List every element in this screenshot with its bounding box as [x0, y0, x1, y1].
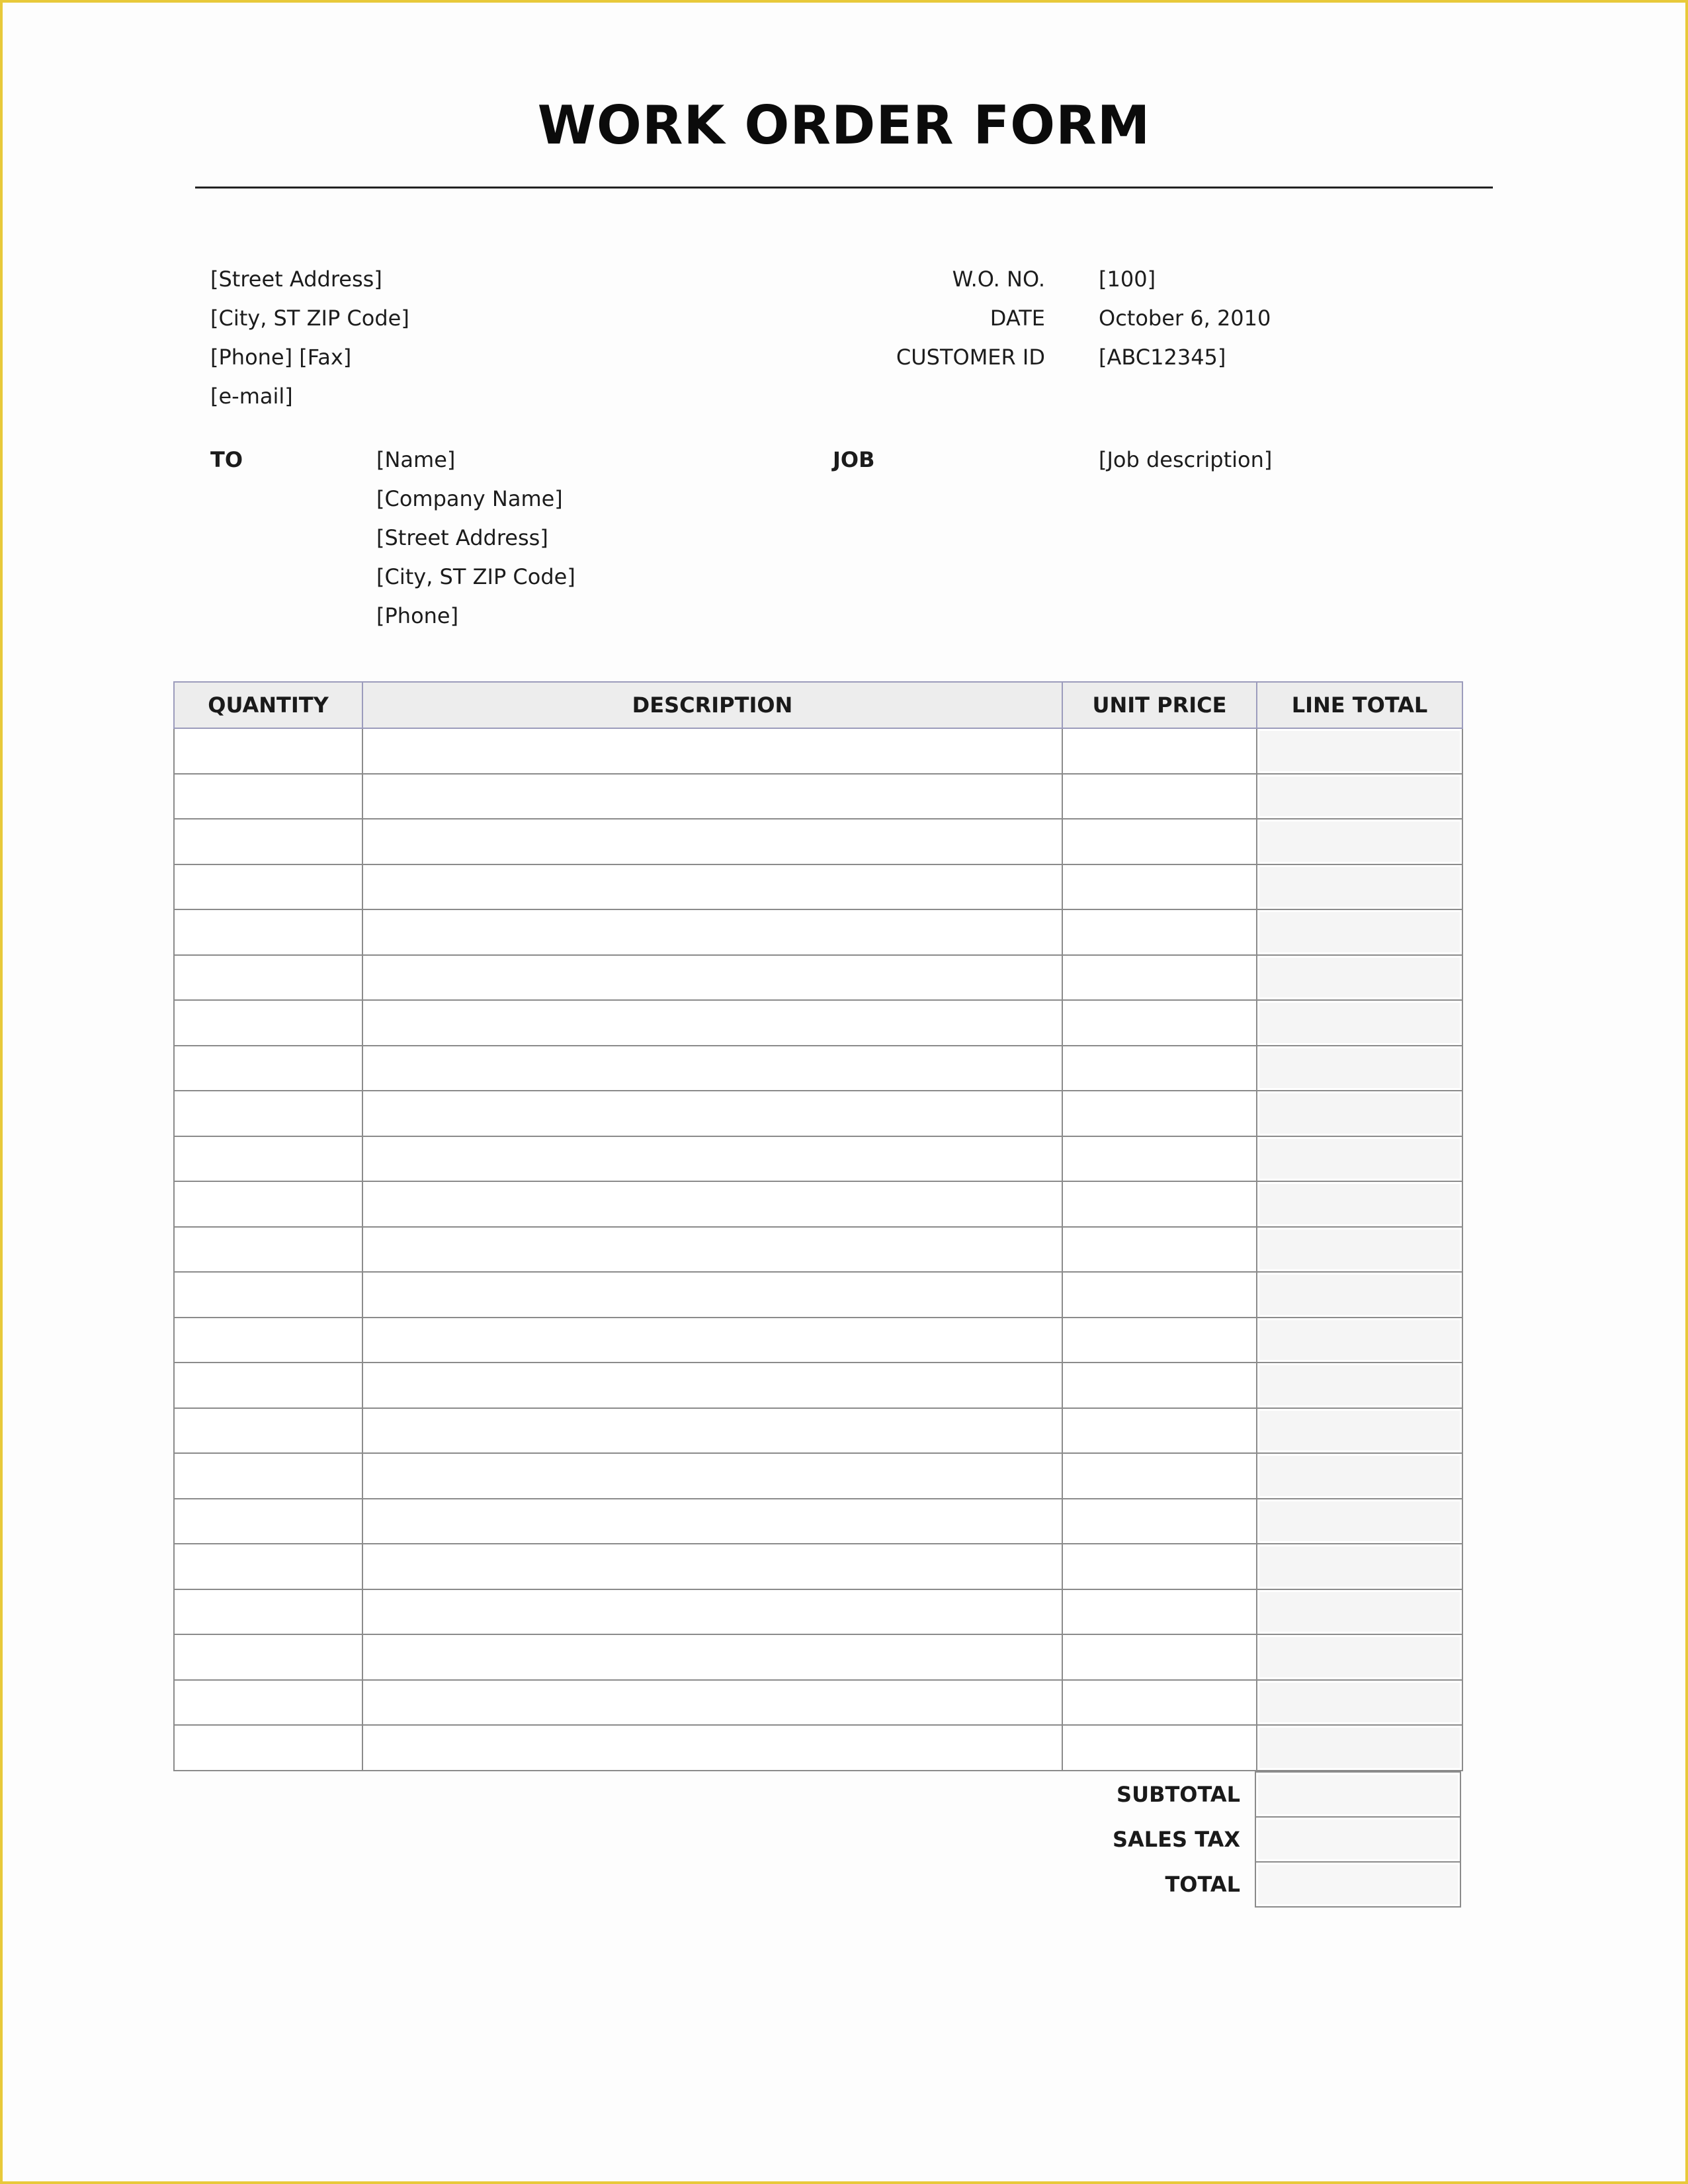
unit-price-cell[interactable]	[1062, 1634, 1257, 1680]
description-cell[interactable]	[362, 909, 1062, 955]
quantity-cell[interactable]	[174, 1227, 362, 1273]
description-cell[interactable]	[362, 1318, 1062, 1363]
description-cell[interactable]	[362, 1227, 1062, 1273]
to-street-field[interactable]: [Street Address]	[376, 525, 548, 550]
date-field[interactable]: October 6, 2010	[1099, 306, 1271, 331]
total-row	[1087, 1862, 1460, 1907]
quantity-cell[interactable]	[174, 909, 362, 955]
unit-price-cell[interactable]	[1062, 864, 1257, 910]
table-row	[174, 1227, 1462, 1273]
to-city-field[interactable]: [City, ST ZIP Code]	[376, 564, 575, 589]
unit-price-cell[interactable]	[1062, 1318, 1257, 1363]
line-total-cell[interactable]	[1257, 1408, 1462, 1454]
sender-email-field[interactable]: [e-mail]	[210, 384, 293, 409]
quantity-cell[interactable]	[174, 1046, 362, 1091]
table-row	[174, 1046, 1462, 1091]
line-total-cell[interactable]	[1257, 909, 1462, 955]
table-row	[174, 728, 1462, 774]
description-cell[interactable]	[362, 1136, 1062, 1182]
quantity-cell[interactable]	[174, 1181, 362, 1227]
table-row	[174, 1136, 1462, 1182]
unit-price-cell[interactable]	[1062, 774, 1257, 819]
date-label: DATE	[990, 306, 1045, 331]
sender-phone-fax-field[interactable]: [Phone] [Fax]	[210, 345, 352, 370]
unit-price-cell[interactable]	[1062, 819, 1257, 864]
description-cell[interactable]	[362, 1046, 1062, 1091]
line-total-cell[interactable]	[1257, 1544, 1462, 1589]
table-row	[174, 1453, 1462, 1499]
line-total-cell[interactable]	[1257, 819, 1462, 864]
description-cell[interactable]	[362, 1544, 1062, 1589]
total-label: TOTAL	[1165, 1872, 1240, 1897]
wo-number-label: W.O. NO.	[952, 267, 1045, 292]
quantity-cell[interactable]	[174, 728, 362, 774]
quantity-cell[interactable]	[174, 1408, 362, 1454]
line-total-cell[interactable]	[1257, 955, 1462, 1001]
description-cell[interactable]	[362, 1091, 1062, 1136]
table-row	[174, 1680, 1462, 1726]
quantity-cell[interactable]	[174, 955, 362, 1001]
totals-table	[1087, 1771, 1461, 1908]
wo-number-field[interactable]: [100]	[1099, 267, 1156, 292]
unit-price-cell[interactable]	[1062, 1499, 1257, 1544]
title-divider	[195, 187, 1493, 189]
to-label: TO	[210, 447, 243, 472]
to-company-field[interactable]: [Company Name]	[376, 486, 563, 511]
job-description-field[interactable]: [Job description]	[1099, 447, 1273, 472]
table-row	[174, 1499, 1462, 1544]
quantity-cell[interactable]	[174, 1634, 362, 1680]
table-row	[174, 864, 1462, 910]
table-row	[174, 1408, 1462, 1454]
page-title: WORK ORDER FORM	[537, 95, 1151, 156]
unit-price-cell[interactable]	[1062, 1725, 1257, 1771]
description-cell[interactable]	[362, 1272, 1062, 1318]
table-row	[174, 774, 1462, 819]
job-label: JOB	[833, 447, 875, 472]
unit-price-column-header: UNIT PRICE	[1062, 682, 1257, 728]
unit-price-cell[interactable]	[1062, 1272, 1257, 1318]
description-cell[interactable]	[362, 1725, 1062, 1771]
description-cell[interactable]	[362, 1499, 1062, 1544]
line-total-column-header: LINE TOTAL	[1257, 682, 1462, 728]
unit-price-cell[interactable]	[1062, 728, 1257, 774]
unit-price-cell[interactable]	[1062, 1000, 1257, 1046]
quantity-cell[interactable]	[174, 774, 362, 819]
unit-price-cell[interactable]	[1062, 1589, 1257, 1635]
quantity-cell[interactable]	[174, 1363, 362, 1408]
quantity-column-header: QUANTITY	[174, 682, 362, 728]
table-row	[174, 1725, 1462, 1771]
line-total-cell[interactable]	[1257, 1453, 1462, 1499]
table-row	[174, 1091, 1462, 1136]
table-row	[174, 909, 1462, 955]
table-row	[174, 819, 1462, 864]
description-cell[interactable]	[362, 728, 1062, 774]
customer-id-label: CUSTOMER ID	[896, 345, 1045, 370]
line-total-cell[interactable]	[1257, 1363, 1462, 1408]
line-total-cell[interactable]	[1257, 1499, 1462, 1544]
line-total-cell[interactable]	[1257, 1091, 1462, 1136]
table-row	[174, 1589, 1462, 1635]
quantity-cell[interactable]	[174, 1544, 362, 1589]
line-total-cell[interactable]	[1257, 774, 1462, 819]
unit-price-cell[interactable]	[1062, 1136, 1257, 1182]
description-cell[interactable]	[362, 1408, 1062, 1454]
line-total-cell[interactable]	[1257, 1725, 1462, 1771]
line-total-cell[interactable]	[1257, 728, 1462, 774]
unit-price-cell[interactable]	[1062, 1363, 1257, 1408]
description-cell[interactable]	[362, 1000, 1062, 1046]
quantity-cell[interactable]	[174, 1091, 362, 1136]
subtotal-row	[1087, 1772, 1460, 1817]
quantity-cell[interactable]	[174, 1589, 362, 1635]
quantity-cell[interactable]	[174, 864, 362, 910]
quantity-cell[interactable]	[174, 1680, 362, 1726]
total-field[interactable]	[1255, 1862, 1460, 1907]
sales-tax-label: SALES TAX	[1112, 1827, 1240, 1852]
line-total-cell[interactable]	[1257, 1318, 1462, 1363]
to-phone-field[interactable]: [Phone]	[376, 603, 459, 628]
unit-price-cell[interactable]	[1062, 1091, 1257, 1136]
table-row	[174, 1000, 1462, 1046]
quantity-cell[interactable]	[174, 1000, 362, 1046]
unit-price-cell[interactable]	[1062, 1181, 1257, 1227]
unit-price-cell[interactable]	[1062, 1544, 1257, 1589]
line-total-cell[interactable]	[1257, 1181, 1462, 1227]
line-total-cell[interactable]	[1257, 1589, 1462, 1635]
line-total-cell[interactable]	[1257, 1227, 1462, 1273]
description-cell[interactable]	[362, 1634, 1062, 1680]
customer-id-field[interactable]: [ABC12345]	[1099, 345, 1226, 370]
table-row	[174, 1318, 1462, 1363]
table-row	[174, 1272, 1462, 1318]
line-total-cell[interactable]	[1257, 1000, 1462, 1046]
line-total-cell[interactable]	[1257, 1136, 1462, 1182]
description-cell[interactable]	[362, 1363, 1062, 1408]
line-total-cell[interactable]	[1257, 864, 1462, 910]
description-column-header: DESCRIPTION	[362, 682, 1062, 728]
table-row	[174, 1181, 1462, 1227]
sender-city-field[interactable]: [City, ST ZIP Code]	[210, 306, 409, 331]
description-cell[interactable]	[362, 1589, 1062, 1635]
description-cell[interactable]	[362, 1453, 1062, 1499]
line-items-body	[174, 728, 1462, 1771]
subtotal-field[interactable]	[1255, 1772, 1460, 1817]
quantity-cell[interactable]	[174, 1725, 362, 1771]
table-row	[174, 1544, 1462, 1589]
table-row	[174, 1363, 1462, 1408]
quantity-cell[interactable]	[174, 1499, 362, 1544]
sales-tax-row	[1087, 1817, 1460, 1862]
table-row	[174, 955, 1462, 1001]
description-cell[interactable]	[362, 1181, 1062, 1227]
unit-price-cell[interactable]	[1062, 955, 1257, 1001]
description-cell[interactable]	[362, 819, 1062, 864]
description-cell[interactable]	[362, 1680, 1062, 1726]
description-cell[interactable]	[362, 774, 1062, 819]
unit-price-cell[interactable]	[1062, 909, 1257, 955]
sales-tax-field[interactable]	[1255, 1817, 1460, 1862]
quantity-cell[interactable]	[174, 1318, 362, 1363]
to-name-field[interactable]: [Name]	[376, 447, 456, 472]
line-total-cell[interactable]	[1257, 1634, 1462, 1680]
quantity-cell[interactable]	[174, 1453, 362, 1499]
quantity-cell[interactable]	[174, 1272, 362, 1318]
subtotal-label: SUBTOTAL	[1117, 1782, 1240, 1807]
quantity-cell[interactable]	[174, 819, 362, 864]
line-total-cell[interactable]	[1257, 1272, 1462, 1318]
description-cell[interactable]	[362, 955, 1062, 1001]
line-total-cell[interactable]	[1257, 1680, 1462, 1726]
unit-price-cell[interactable]	[1062, 1227, 1257, 1273]
description-cell[interactable]	[362, 864, 1062, 910]
table-row	[174, 1634, 1462, 1680]
unit-price-cell[interactable]	[1062, 1408, 1257, 1454]
unit-price-cell[interactable]	[1062, 1453, 1257, 1499]
sender-street-field[interactable]: [Street Address]	[210, 267, 382, 292]
unit-price-cell[interactable]	[1062, 1680, 1257, 1726]
unit-price-cell[interactable]	[1062, 1046, 1257, 1091]
line-total-cell[interactable]	[1257, 1046, 1462, 1091]
table-header-row	[174, 682, 1462, 728]
line-items-table	[173, 681, 1463, 1771]
quantity-cell[interactable]	[174, 1136, 362, 1182]
